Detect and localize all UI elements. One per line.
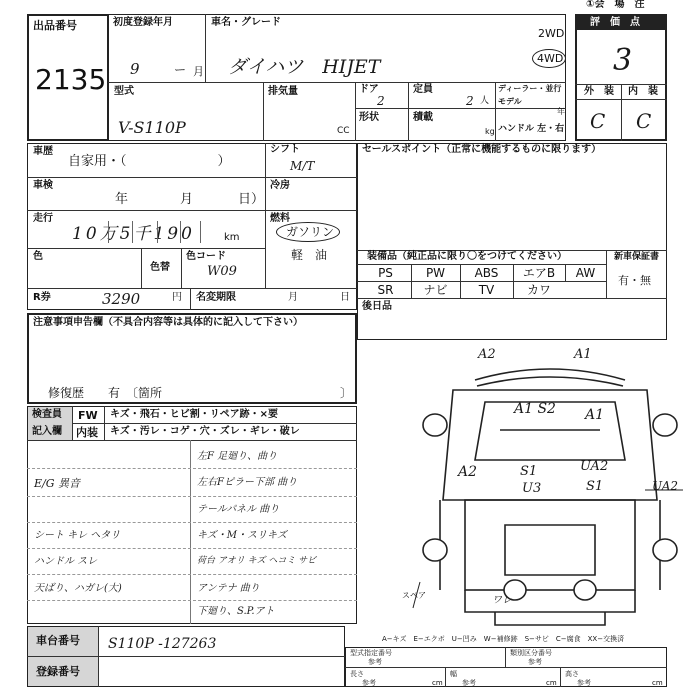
spare-label: スペア	[402, 591, 426, 600]
left-note-headliner: 天ばり、ハガレ(大)	[34, 583, 122, 594]
evaluation-score: 3	[613, 43, 633, 78]
first-registration-month: 月	[193, 65, 204, 78]
fuel-diesel: 軽 油	[291, 248, 328, 262]
sales-box	[357, 143, 667, 340]
lot-number-label: 出品番号	[33, 19, 77, 32]
capacity-value: 2	[466, 94, 474, 108]
right-note-1: 左F 足廻り、曲り	[197, 451, 278, 462]
model-year-label: モデル	[498, 97, 522, 106]
equip-ps: PS	[378, 266, 393, 280]
entry-label: 記入欄	[32, 426, 62, 437]
damage-legend: A−キズ E−エクボ U−凹み W−補修跡 S−サビ C−腐食 XX−交換済	[382, 635, 625, 643]
shift-value: M/T	[290, 159, 315, 173]
model-type-value: V-S110P	[118, 118, 186, 137]
name-grade-value: ダイハツ HIJET	[228, 56, 381, 78]
capacity-unit: 人	[480, 96, 490, 106]
exterior-label: 外 装	[584, 86, 614, 97]
length-ref: 参考	[362, 679, 376, 687]
inspection-day: 日）	[238, 192, 265, 207]
displacement-label: 排気量	[268, 86, 298, 97]
right-note-7: 下廻り、S.P.アト	[197, 606, 275, 617]
type-cert-ref: 参考	[368, 658, 382, 666]
category-no-label: 類別区分番号	[510, 649, 552, 657]
mileage-label: 走行	[33, 213, 53, 224]
load-unit: kg	[485, 127, 495, 136]
equip-tv: TV	[478, 283, 495, 297]
fw-label: FW	[78, 409, 98, 422]
equip-navi: ナビ	[423, 283, 448, 297]
ac-label: 冷房	[270, 180, 290, 191]
equip-sr: SR	[377, 283, 394, 297]
damage-mark-a1-right: A1	[585, 407, 605, 423]
damage-mark-ua2-outer: UA2	[652, 479, 679, 493]
left-note-engine: E/G 異音	[34, 477, 81, 490]
exterior-grade: C	[590, 109, 606, 133]
first-registration-year: 9	[130, 60, 140, 78]
inspection-year: 年	[115, 192, 129, 207]
name-change-day: 日	[340, 292, 350, 303]
category-value: 自家用・（ ）	[68, 154, 231, 169]
dealer-label: ディーラー・並行	[498, 84, 562, 93]
recycle-label: R券	[33, 292, 51, 303]
category-no-ref: 参考	[528, 658, 542, 666]
right-note-2: 左右Fピラー下部 曲り	[197, 477, 298, 488]
damage-mark-a1-s2-hood: A1 S2	[514, 401, 556, 417]
length-unit: cm	[432, 679, 443, 687]
venue-note: ①会 場 注	[586, 0, 645, 10]
recycle-value: 3290	[102, 290, 141, 308]
legend-interior: キズ・汚レ・コゲ・穴・ズレ・ギレ・破レ	[110, 426, 300, 437]
warranty-label: 新車保証書	[614, 252, 660, 262]
equip-abs: ABS	[474, 266, 499, 280]
model-year-unit: 年	[557, 107, 565, 116]
repair-history-close: 〕	[340, 386, 353, 400]
capacity-label: 定員	[413, 84, 433, 95]
damage-mark-ua2-right: UA2	[580, 459, 609, 474]
right-note-3: テールパネル 曲り	[197, 504, 280, 515]
color-code-label: 色コード	[186, 251, 226, 262]
height-label: 高さ	[565, 670, 579, 678]
width-label: 幅	[450, 670, 457, 678]
load-label: 積載	[413, 112, 433, 123]
name-change-label: 名変期限	[196, 292, 236, 303]
inspector-label: 検査員	[32, 409, 62, 420]
mileage-unit: km	[224, 232, 240, 243]
category-label: 車歴	[33, 146, 53, 157]
equipment-label: 装備品（純正品に限り〇をつけてください）	[367, 251, 567, 262]
handle-label: ハンドル 左・右	[498, 124, 565, 134]
displacement-unit: CC	[337, 126, 350, 136]
damage-mark-a1-front-right: A1	[574, 347, 592, 362]
drive-2wd: 2WD	[538, 27, 565, 40]
shift-label: シフト	[270, 144, 300, 155]
evaluation-label: 評 価 点	[590, 17, 640, 28]
crack-mark: ワレ	[492, 595, 512, 606]
mileage-value: 10万5千190	[72, 224, 195, 244]
interior-grade: C	[636, 109, 652, 133]
equip-aw: AW	[575, 266, 596, 280]
drive-4wd: 4WD	[537, 52, 564, 65]
lot-number: 2135	[35, 63, 107, 96]
damage-mark-u3-center: U3	[522, 481, 542, 496]
color-label: 色	[33, 251, 43, 262]
damage-mark-a2-left: A2	[458, 464, 478, 480]
registration-label: 登録番号	[36, 665, 80, 678]
declaration-label: 注意事項申告欄（不具合内容等は具体的に記入して下さい）	[33, 317, 303, 328]
name-grade-label: 車名・グレード	[211, 17, 281, 28]
fuel-gasoline: ガソリン	[286, 225, 335, 239]
equip-airbag: エアB	[522, 266, 556, 280]
width-unit: cm	[546, 679, 557, 687]
height-ref: 参考	[577, 679, 591, 687]
shape-label: 形状	[359, 112, 379, 123]
first-registration-dash: ー	[173, 63, 186, 77]
chassis-label: 車台番号	[36, 634, 80, 647]
sales-points-label: セールスポイント（正常に機能するものに限ります）	[362, 144, 602, 155]
warranty-value: 有・無	[618, 274, 651, 287]
width-ref: 参考	[462, 679, 476, 687]
after-items-label: 後日品	[362, 301, 392, 312]
color-code-value: W09	[207, 264, 237, 279]
model-type-label: 型式	[114, 86, 134, 97]
fuel-label: 燃料	[270, 213, 290, 224]
chassis-value: S110P -127263	[108, 636, 217, 652]
recycle-unit: 円	[172, 292, 182, 303]
interior-entry-label: 内装	[76, 426, 98, 439]
damage-mark-s1-right: S1	[586, 479, 604, 494]
repair-history: 修復歴 有 〔箇所	[48, 386, 163, 400]
doors-value: 2	[377, 94, 385, 108]
name-change-month: 月	[288, 292, 298, 303]
left-note-seat: シート キレ ヘタリ	[34, 530, 121, 541]
right-note-4: キズ・M・スリキズ	[197, 530, 287, 541]
left-note-steering: ハンドル スレ	[34, 556, 98, 567]
first-registration-label: 初度登録年月	[113, 17, 173, 28]
equip-pw: PW	[425, 266, 446, 280]
doors-label: ドア	[359, 84, 379, 95]
damage-mark-a2-front-left: A2	[478, 347, 496, 362]
inspection-month: 月	[180, 192, 194, 207]
length-label: 長さ	[350, 670, 364, 678]
equip-leather: カワ	[526, 283, 551, 297]
inspection-label: 車検	[33, 180, 53, 191]
right-note-6: アンテナ 曲り	[197, 583, 260, 594]
legend-exterior: キズ・飛石・ヒビ割・リペア跡・×要	[110, 409, 278, 420]
interior-label: 内 装	[628, 86, 658, 97]
type-cert-label: 型式指定番号	[350, 649, 392, 657]
color-change-label: 色替	[150, 262, 170, 273]
right-note-5: 荷台 アオリ キズ ヘコミ サビ	[197, 556, 317, 566]
height-unit: cm	[652, 679, 663, 687]
vehicle-diagram	[405, 347, 690, 640]
damage-mark-s1-center: S1	[520, 464, 538, 479]
